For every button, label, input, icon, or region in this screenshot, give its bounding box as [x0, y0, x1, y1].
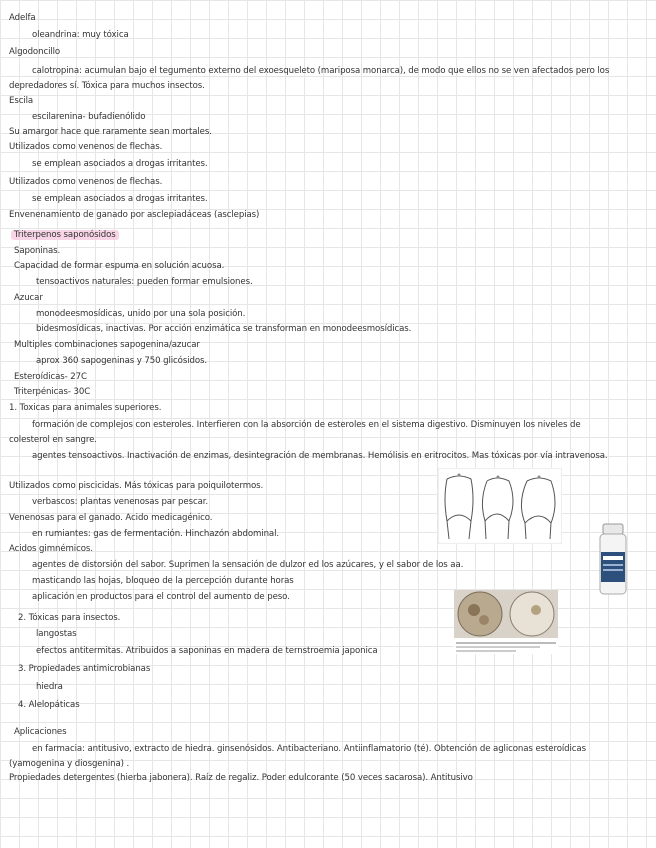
note-line: Acidos gimnémicos. [9, 544, 93, 554]
note-line: formación de complejos con esteroles. Interfieren con la absorción de esteroles en el sistema digestivo. Disminuyen los niveles de colesterol en sangre. [9, 420, 581, 445]
note-line: efectos antitermitas. Atribuidos a saponinas en madera de ternstroemia japonica [36, 646, 378, 656]
note-line: hiedra [36, 682, 63, 692]
cattle-bloat-image [438, 468, 562, 544]
note-line: Aplicaciones [14, 727, 67, 737]
note-line: Azucar [14, 293, 43, 303]
note-line: Venenosas para el ganado. Acido medicagénico. [9, 513, 213, 523]
note-line: Utilizados como venenos de flechas. [9, 177, 163, 187]
note-line: 2. Tóxicas para insectos. [18, 613, 121, 623]
note-line: Utilizados como piscicidas. Más tóxicas para poiquilotermos. [9, 481, 264, 491]
note-line: masticando las hojas, bloqueo de la percepción durante horas [32, 576, 294, 586]
note-line: escilarenina- bufadienólido [32, 112, 146, 122]
note-line: Triterpénicas- 30C [14, 387, 91, 397]
note-line: Adelfa [9, 13, 36, 23]
note-line: tensoactivos naturales: pueden formar emulsiones. [36, 277, 253, 287]
note-line: se emplean asociados a drogas irritantes. [32, 159, 208, 169]
note-line: 1. Toxicas para animales superiores. [9, 403, 162, 413]
note-line: langostas [36, 629, 77, 639]
note-line: oleandrina: muy tóxica [32, 30, 129, 40]
note-line: Utilizados como venenos de flechas. [9, 142, 163, 152]
note-line: Algodoncillo [9, 47, 61, 57]
section-heading [11, 230, 119, 241]
note-line: Esteroídicas- 27C [14, 372, 87, 382]
highlighted-heading: Triterpenos saponósidos [11, 230, 119, 240]
note-line: Propiedades detergentes (hierba jabonera). Raíz de regaliz. Poder edulcorante (50 veces sacarosa). Antitusivo [9, 773, 473, 783]
note-line: agentes tensoactivos. Inactivación de enzimas, desintegración de membranas. Hemólisis en eritrocitos. Mas tóxicas por vía intravenosa. [32, 451, 608, 461]
note-line: 4. Alelopáticas [18, 700, 80, 710]
note-line: Su amargor hace que raramente sean mortales. [9, 127, 212, 137]
note-line: aprox 360 sapogeninas y 750 glicósidos. [36, 356, 208, 366]
petri-dish-image [454, 590, 558, 654]
note-line: Multiples combinaciones sapogenina/azucar [14, 340, 200, 350]
note-line: 3. Propiedades antimicrobianas [18, 664, 151, 674]
note-line: Capacidad de formar espuma en solución acuosa. [14, 261, 225, 271]
note-line: bidesmosídicas, inactivas. Por acción enzimática se transforman en monodeesmosídicas. [36, 324, 412, 334]
note-line: Envenenamiento de ganado por asclepiadáceas (asclepias) [9, 210, 260, 220]
note-line: calotropina: acumulan bajo el tegumento externo del exoesqueleto (mariposa monarca), de modo que ellos no se ven afectados pero los depredadores sí. Tóxica para muchos insectos. [9, 66, 610, 91]
note-line: Saponinas. [14, 246, 61, 256]
note-line: verbascos: plantas venenosas par pescar. [32, 497, 209, 507]
note-line: aplicación en productos para el control del aumento de peso. [32, 592, 290, 602]
note-line: en rumiantes: gas de fermentación. Hinchazón abdominal. [32, 529, 280, 539]
note-line: en farmacia: antitusivo, extracto de hiedra. ginsenósidos. Antibacteriano. Antiinflamatorio (té). Obtención de agliconas esteroídicas (yamogenina y diosgenina) . [9, 744, 586, 769]
note-line: agentes de distorsión del sabor. Suprimen la sensación de dulzor ed los azúcares, y el sabor de los aa. [32, 560, 464, 570]
supplement-bottle-image [596, 522, 630, 596]
note-line: Escila [9, 96, 34, 106]
note-line: monodeesmosídicas, unido por una sola posición. [36, 309, 246, 319]
note-line: se emplean asociados a drogas irritantes. [32, 194, 208, 204]
